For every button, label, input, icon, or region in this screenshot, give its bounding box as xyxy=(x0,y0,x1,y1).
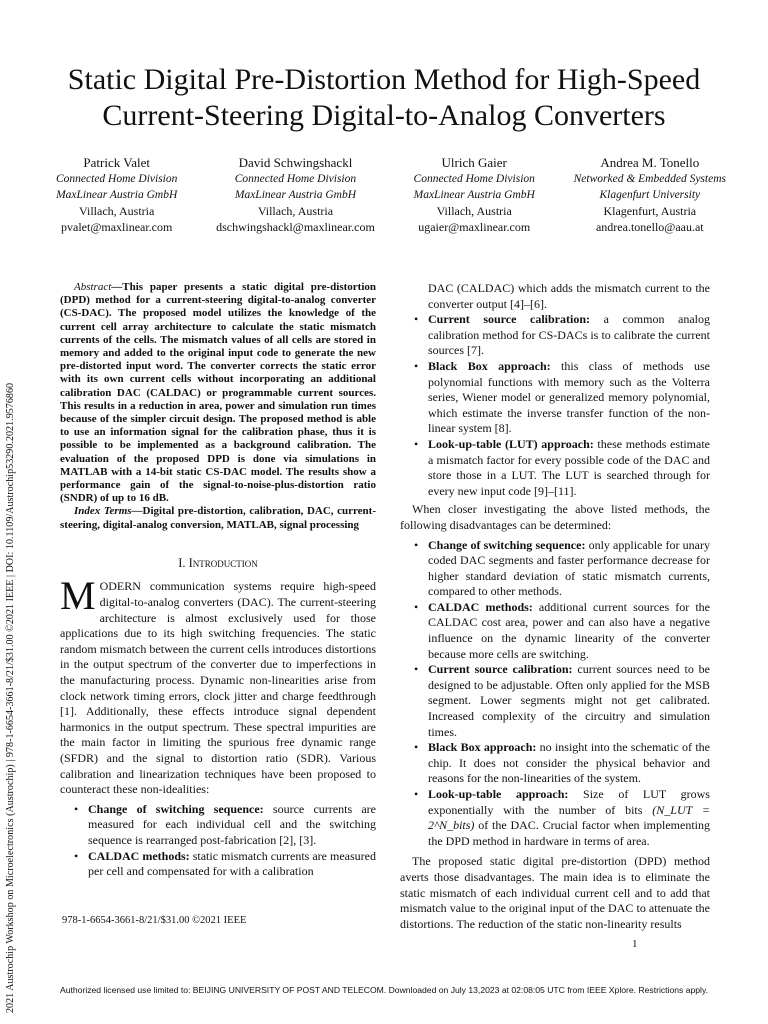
right-column xyxy=(400,281,710,932)
author-name: Ulrich Gaier xyxy=(441,155,507,170)
list-item-text: of the DAC. Crucial factor when implementing the DPD method in hardware in terms of area. xyxy=(428,818,710,848)
abstract-text: —This paper presents a static digital pre-distortion (DPD) method for a current-steering digital-to-analog converter (CS-DAC). The proposed model utilizes the knowledge of the current cell array architecture to calculate the static mismatch currents of the cells. The mismatch values of all cells are stored in memory and added to the original input code to generate the new pre-distorted input word. The converter corrects the static error with its own current cells without incorporating an additional calibration DAC (CALDAC) or programmable current sources. This results in a reduction in area, power and simulation run times because of the simpler circuit design. The proposed method is able to use an information signal for the calibration phase, thus it is possible to be implemented as a background calibration. The evaluation of the proposed DPD is done via simulations in MATLAB with a 14-bit static CS-DAC model. The results show a performance gain of the signal-to-noise-plus-distortion ratio (SNDR) of up to 16 dB. xyxy=(60,281,376,505)
author-city: Villach, Austria xyxy=(79,204,155,218)
index-terms-label: Index Terms xyxy=(74,505,132,518)
author-name: Andrea M. Tonello xyxy=(600,155,700,170)
list-item xyxy=(414,740,710,787)
disadvantages-list xyxy=(400,538,710,850)
list-item-head: Current source calibration: xyxy=(428,662,573,677)
author-email: dschwingshackl@maxlinear.com xyxy=(216,220,375,234)
list-item-head: CALDAC methods: xyxy=(88,848,190,863)
list-item xyxy=(74,802,376,849)
author xyxy=(574,155,726,235)
author-dept: Connected Home Division xyxy=(413,173,535,185)
methods-list-continued xyxy=(400,281,710,499)
author-org: MaxLinear Austria GmbH xyxy=(234,189,357,201)
intro-paragraph xyxy=(60,573,376,797)
list-item-text: no insight into the schematic of the chip. It does not consider the physical behavior and reasons for the non-linearities of the system. xyxy=(428,740,711,786)
page-number: 1 xyxy=(632,938,638,950)
doi-sidebar-text: 2021 Austrochip Workshop on Microelectronics (Austrochip) | 978-1-6654-3661-8/21/$31.00 ©2021 IEEE | DOI: 10.1109/Austrochip53290.2021.9576860 xyxy=(5,382,16,1013)
author-dept: Networked & Embedded Systems xyxy=(573,173,726,185)
author xyxy=(414,155,535,235)
list-item-head: Look-up-table approach: xyxy=(428,787,569,801)
abstract xyxy=(60,281,376,505)
drop-cap: M xyxy=(60,573,96,619)
author-city: Klagenfurt, Austria xyxy=(603,204,697,218)
list-item-head: Change of switching sequence: xyxy=(88,801,264,816)
author-city: Villach, Austria xyxy=(436,204,512,218)
list-item-text: source currents are measured for each individual cell and the switching sequence is rearranged post-fabrication [2], [3]. xyxy=(88,801,376,847)
author-name: David Schwingshackl xyxy=(238,155,353,170)
author-org: MaxLinear Austria GmbH xyxy=(56,189,178,201)
list-item-text: additional current sources for the CALDAC cost area, power and can also have a negative influence on the dynamic linearity of the converter because more cells are switching. xyxy=(428,599,711,661)
author-city: Villach, Austria xyxy=(257,204,334,218)
list-item-continued: DAC (CALDAC) which adds the mismatch current to the converter output [4]–[6]. xyxy=(428,281,710,311)
paragraph: When closer investigating the above listed methods, the following disadvantages can be determined: xyxy=(400,502,710,532)
list-item-text: Size of LUT grows exponentially with the number of bits xyxy=(428,787,710,817)
authorized-notice: Authorized licensed use limited to: BEIJING UNIVERSITY OF POST AND TELECOM. Downloaded on July 13,2023 at 02:08:05 UTC from IEEE Xplore. Restrictions apply. xyxy=(60,985,708,995)
list-item-text: static mismatch currents are measured per cell and compensated for with a calibration xyxy=(88,848,376,879)
paragraph: The proposed static digital pre-distortion (DPD) method averts those disadvantages. The main idea is to eliminate the static mismatch of each individual current cell and to add that mismatch value to the original input of the DAC to attenuate the distortions. The reduction of the static non-linearity results xyxy=(400,854,710,931)
methods-list xyxy=(60,802,376,880)
author xyxy=(216,155,375,235)
paper-title: Static Digital Pre-Distortion Method for High-Speed Current-Steering Digital-to-Analog Converters xyxy=(67,63,701,132)
author-org: MaxLinear Austria GmbH xyxy=(413,189,535,201)
lut-formula: (N_LUT = 2^N_bits) xyxy=(428,802,710,833)
author-dept: Connected Home Division xyxy=(234,173,357,185)
author-dept: Connected Home Division xyxy=(56,173,178,185)
list-item xyxy=(74,849,376,880)
list-item-head: Look-up-table (LUT) approach: xyxy=(428,436,594,451)
list-item xyxy=(414,312,710,359)
author-block xyxy=(56,155,726,235)
list-item-text: this class of methods use polynomial functions with memory such as the Volterra series, Wiener model or generalized memory polynomial, which estimate the inverse transfer function of the non-linear system [8]. xyxy=(428,358,710,436)
author-name: Patrick Valet xyxy=(83,155,150,170)
left-column xyxy=(60,281,376,880)
list-item-text: current sources need to be designed to be adjustable. Often only applied for the MSB segment. Lower segments might not get calibrated. Increased complexity of the circuitry and simulation times. xyxy=(428,662,711,739)
list-item-head: CALDAC methods: xyxy=(428,599,533,614)
list-item-text: a common analog calibration method for CS-DACs is to calibrate the current sources [7]. xyxy=(428,312,710,358)
list-item-head: Change of switching sequence: xyxy=(428,537,586,552)
list-item-text: these methods estimate a mismatch factor for every possible code of the DAC and store those in a LUT. The LUT is searched through for every new input code [9]–[11]. xyxy=(428,436,711,498)
author xyxy=(56,155,177,235)
index-terms xyxy=(60,505,376,531)
index-terms-text: —Digital pre-distortion, calibration, DAC, current-steering, digital-analog conversion, MATLAB, signal processing xyxy=(60,505,376,531)
intro-text: ODERN communication systems require high-speed digital-to-analog converters (DAC). The current-steering architecture is almost exclusively used for those applications due to its high switching frequencies. The static random mismatch between the current cells introduces distortions in the output spectrum of the converter due to imperfections in the manufacturing process. Dynamic non-linearities arise from clock network timing errors, clock jitter and charge feedthrough [1]. Additionally, these effects introduce signal dependent harmonics in the output spectrum. These spectral impurities are the main factor in limiting the spurious free dynamic range (SFDR) and the signal to distortion ratio (SDR). Various calibration and linearization techniques have been proposed to counteract these non-idealities: xyxy=(60,579,376,797)
footer-isbn: 978-1-6654-3661-8/21/$31.00 ©2021 IEEE xyxy=(62,915,247,926)
list-item-head: Black Box approach: xyxy=(428,358,551,373)
list-item-head: Current source calibration: xyxy=(428,312,590,327)
list-item xyxy=(414,538,710,600)
author-org: Klagenfurt University xyxy=(599,189,701,201)
list-item xyxy=(414,359,710,437)
author-email: ugaier@maxlinear.com xyxy=(418,220,531,234)
author-email: andrea.tonello@aau.at xyxy=(595,220,704,234)
author-email: pvalet@maxlinear.com xyxy=(61,220,173,234)
list-item-head: Black Box approach: xyxy=(428,740,537,755)
list-item xyxy=(414,787,710,849)
list-item-text: only applicable for unary coded DAC segments and faster performance decrease for higher standard deviation of static mismatch currents, compared to other methods. xyxy=(428,537,710,599)
section-heading: I. Introduction xyxy=(178,555,258,570)
list-item xyxy=(414,437,710,499)
list-item xyxy=(414,662,710,740)
list-item xyxy=(414,600,710,662)
abstract-label: Abstract xyxy=(74,281,112,293)
